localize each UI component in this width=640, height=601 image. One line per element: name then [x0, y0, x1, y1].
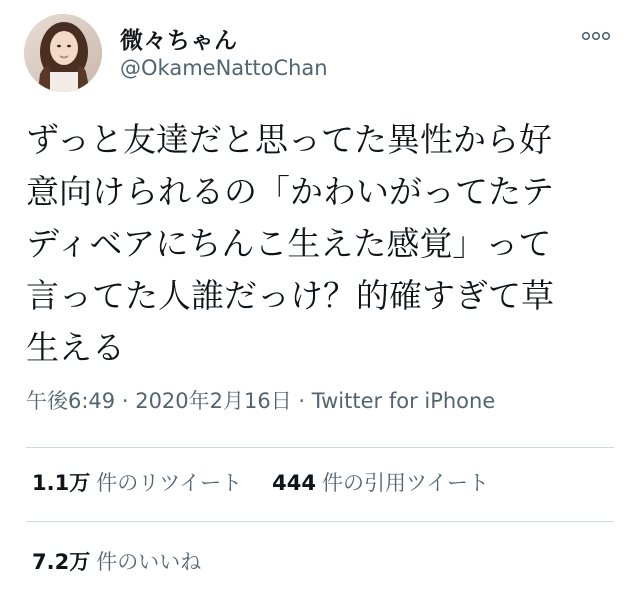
- meta-separator: ·: [291, 389, 312, 413]
- tweet-time[interactable]: 午後6:49: [26, 389, 116, 413]
- tweet-text: [26, 114, 616, 374]
- avatar[interactable]: [24, 14, 102, 92]
- user-handle[interactable]: @OkameNattoChan: [120, 56, 328, 80]
- display-name[interactable]: 微々ちゃん: [120, 28, 238, 54]
- tweet-metadata: [26, 385, 495, 415]
- tweet-source[interactable]: Twitter for iPhone: [311, 389, 496, 413]
- likes-row: [32, 546, 231, 576]
- retweets-stat[interactable]: [32, 467, 242, 497]
- tweet-text-line: 言ってた人誰だっけ？的確すぎて草: [26, 276, 554, 315]
- profile-photo-icon: [24, 14, 102, 92]
- divider: [26, 521, 614, 522]
- more-options-button[interactable]: [574, 22, 618, 50]
- quotes-label: 件の引用ツイート: [322, 471, 489, 495]
- likes-count: 7.2万: [32, 550, 91, 574]
- tweet-text-line: 意向けられるの「かわいがってたテ: [26, 172, 554, 211]
- tweet-text-line: ずっと友達だと思ってた異性から好: [26, 120, 553, 159]
- tweet-text-line: ディベアにちんこ生えた感覚」って: [26, 224, 552, 263]
- retweets-count: 1.1万: [32, 471, 91, 495]
- likes-stat[interactable]: [32, 546, 201, 576]
- likes-label: 件のいいね: [96, 550, 202, 574]
- meta-separator: ·: [115, 389, 136, 413]
- retweets-label: 件のリツイート: [96, 471, 243, 495]
- quotes-count: 444: [272, 471, 316, 495]
- more-horizontal-icon: [581, 31, 611, 41]
- tweet-date[interactable]: 2020年2月16日: [135, 389, 292, 413]
- tweet-text-line: 生える: [26, 328, 125, 367]
- quotes-stat[interactable]: [272, 467, 489, 497]
- divider: [26, 447, 614, 448]
- stats-row: [32, 467, 519, 497]
